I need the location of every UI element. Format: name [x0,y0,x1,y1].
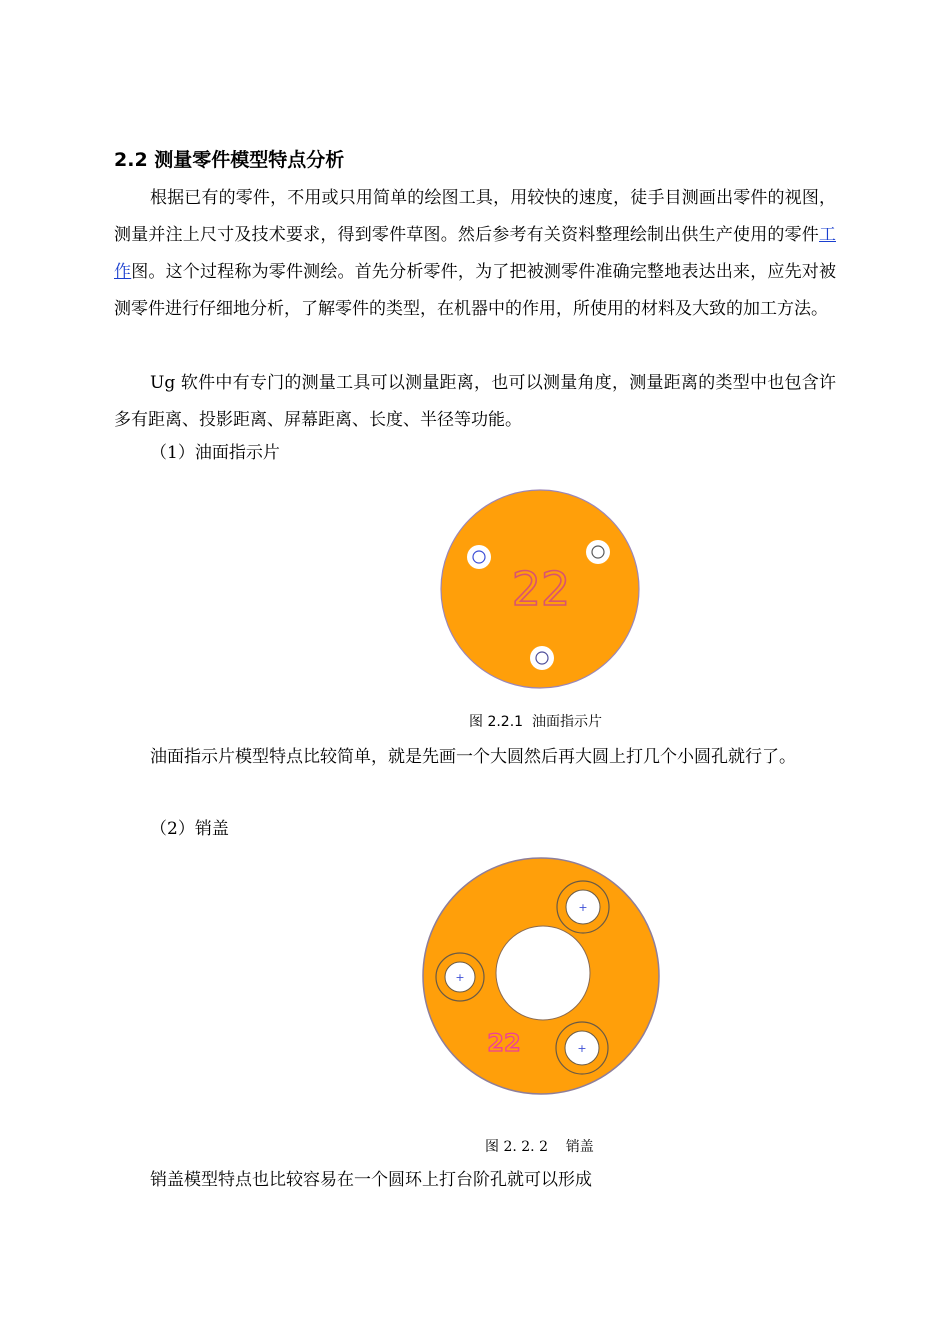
part-number-label: 22 [511,562,571,616]
indicator-hole-bottom [530,646,554,670]
work-link[interactable]: 工作 [114,225,836,282]
svg-text:+: + [577,1042,587,1055]
figure-caption: 图 2. 2. 2 销盖 [485,1139,594,1155]
pin-cover-figure [420,855,664,1101]
paragraph-text: 图。这个过程称为零件测绘。首先分析零件，为了把被测零件准确完整地表达出来，应先对被测零件进行仔细地分析，了解零件的类型，在机器中的作用，所使用的材料及大致的加工方法。 [114,262,837,319]
item-oil-indicator: （1）油面指示片 [150,443,280,463]
indicator-hole-top-left [467,545,491,569]
oil-indicator-figure [436,487,646,697]
counterbore-hole-bottom-right [556,1022,608,1074]
counterbore-hole-left [436,953,484,1001]
paragraph-text: 根据已有的零件，不用或只用简单的绘图工具，用较快的速度，徒手目测画出零件的视图，测量并注上尺寸及技术要求，得到零件草图。然后参考有关资料整理绘制出供生产使用的零件 [114,188,836,245]
counterbore-hole-top-right [557,881,609,933]
part-number-label: 22 [487,1029,521,1057]
paragraph-part-measurement [114,180,836,328]
pin-cover-center-bore [496,926,590,1020]
paragraph-ug-tools: Ug 软件中有专门的测量工具可以测量距离，也可以测量角度，测量距离的类型中也包含许多有距离、投影距离、屏幕距离、长度、半径等功能。 [114,373,836,430]
indicator-hole-top-right [586,540,610,564]
section-heading: 2.2 测量零件模型特点分析 [114,149,345,171]
item-pin-cover: （2）销盖 [150,819,229,839]
paragraph-pin-cover-features: 销盖模型特点也比较容易在一个圆环上打台阶孔就可以形成 [150,1170,592,1190]
svg-text:+: + [578,901,588,914]
figure-caption: 图 2.2.1 油面指示片 [469,714,602,730]
svg-text:+: + [455,971,465,984]
paragraph-indicator-features: 油面指示片模型特点比较简单，就是先画一个大圆然后再大圆上打几个小圆孔就行了。 [150,747,796,767]
